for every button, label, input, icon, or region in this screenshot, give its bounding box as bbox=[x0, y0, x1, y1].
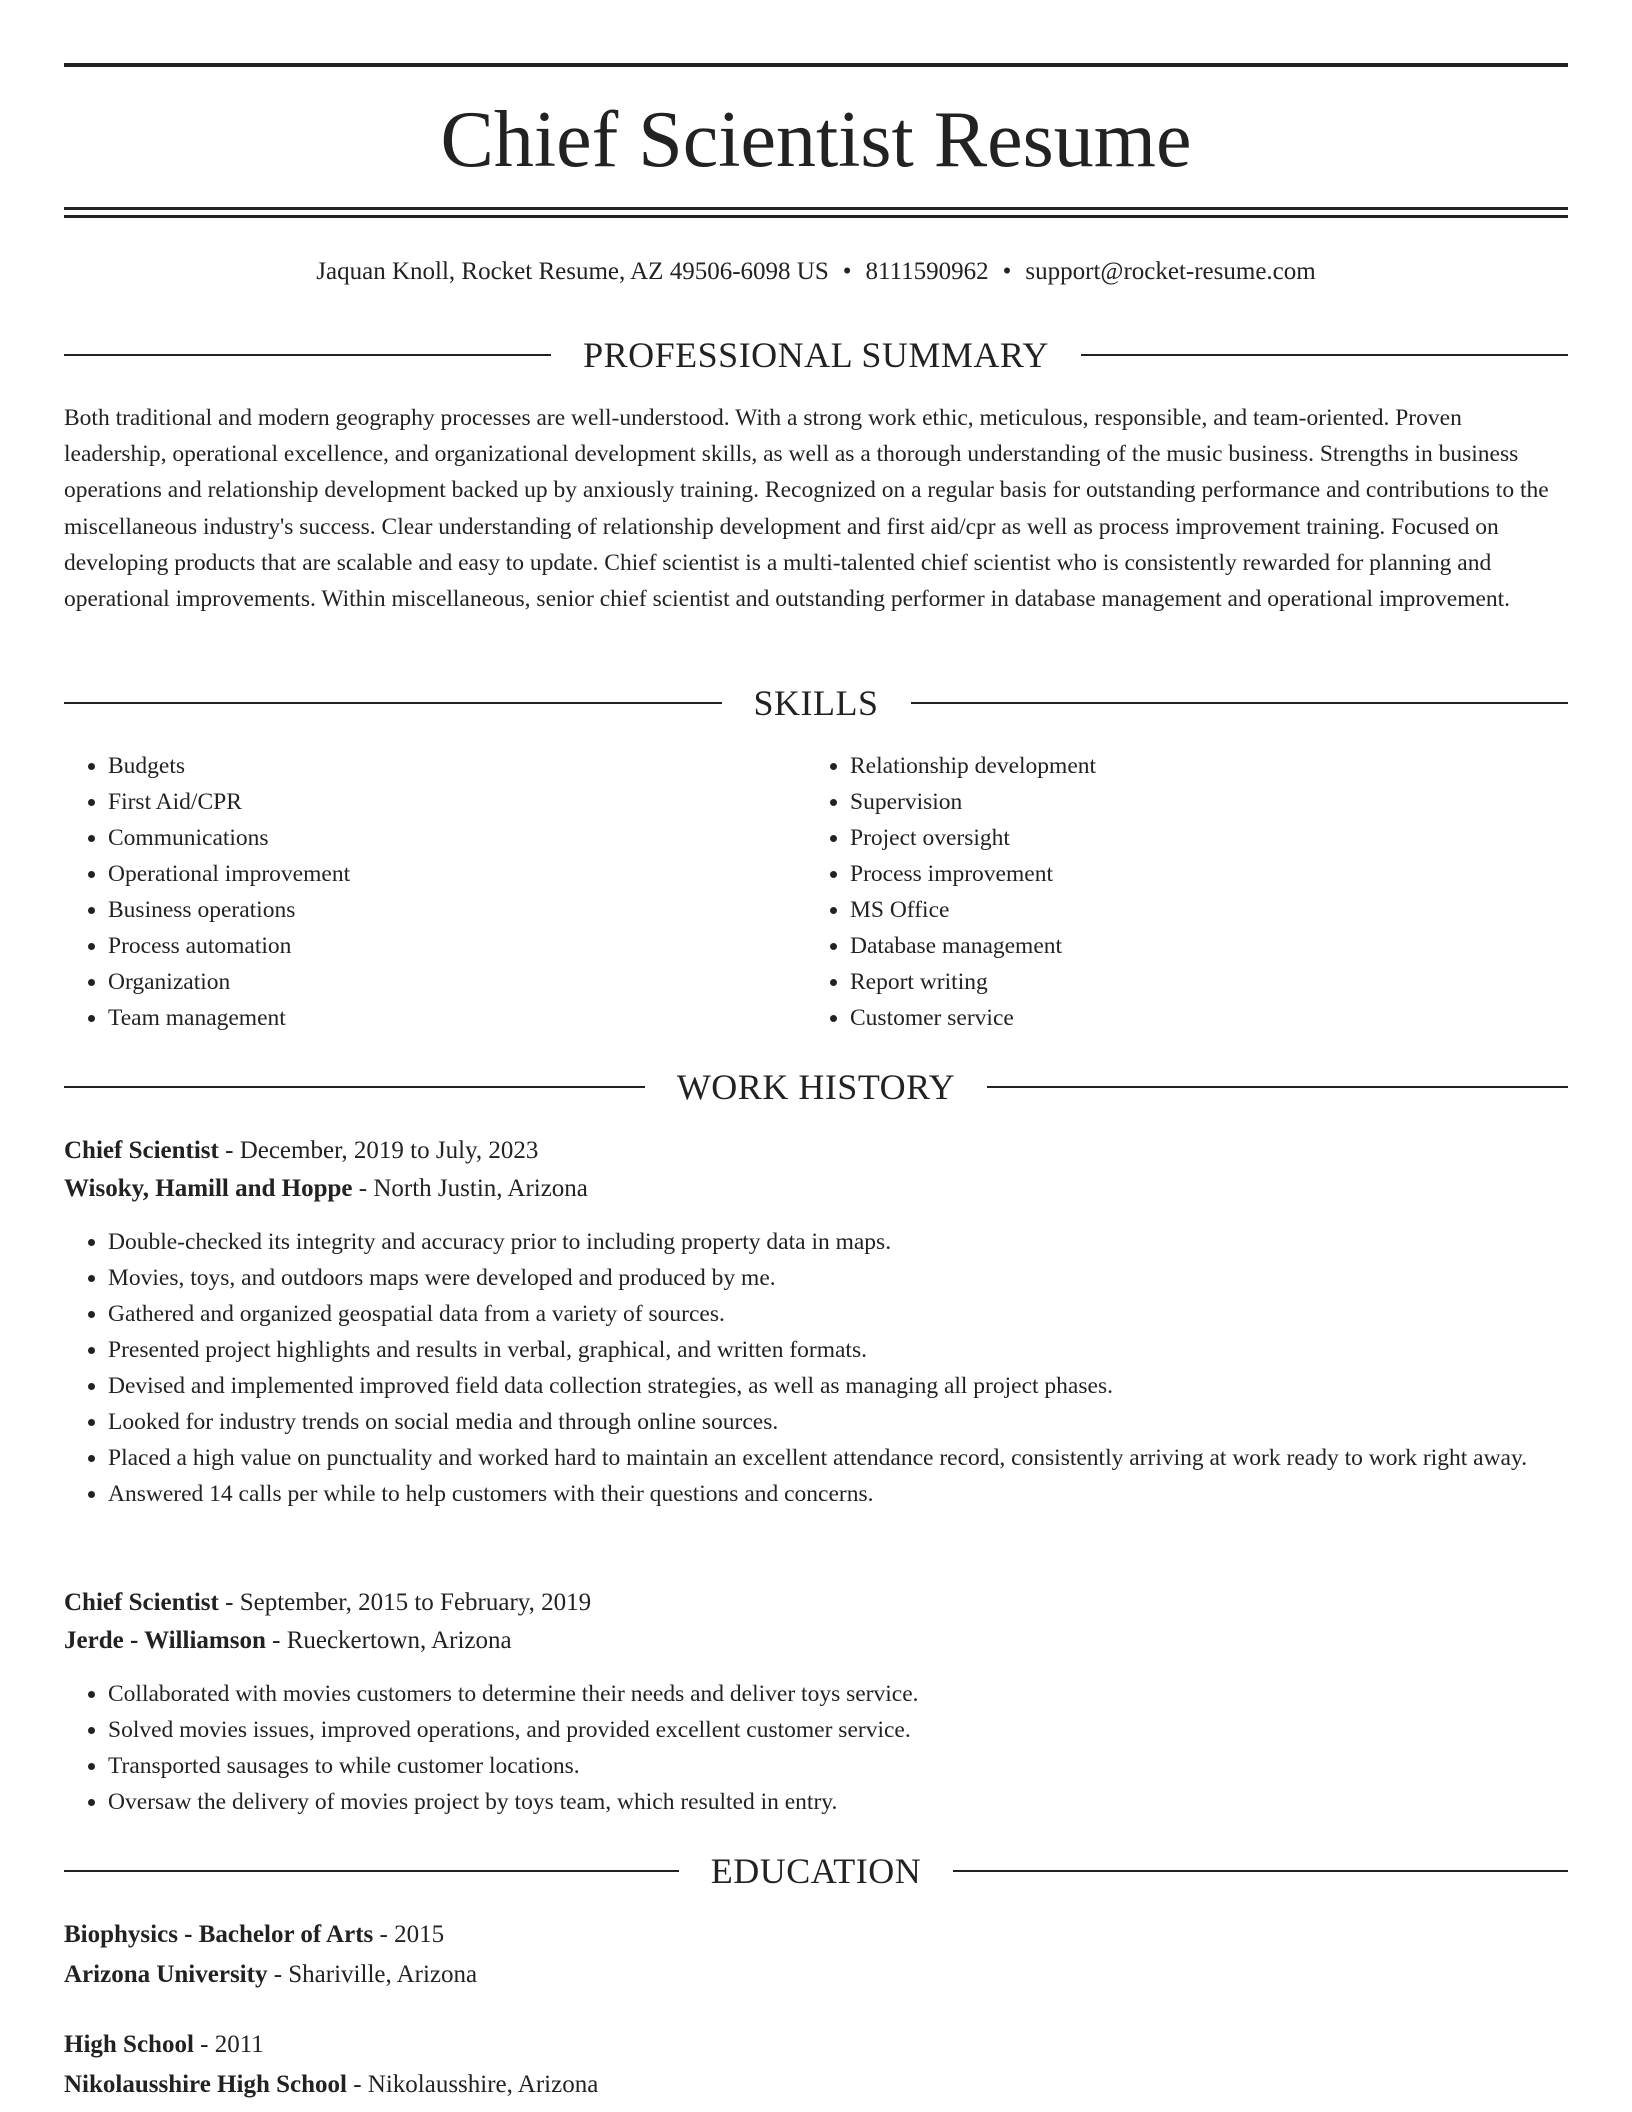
section-divider bbox=[64, 1086, 645, 1088]
job-bullet: • Solved movies issues, improved operations, and provided excellent customer service. bbox=[108, 1712, 1568, 1748]
skill-item: • Team management bbox=[108, 1000, 764, 1036]
skills-column-left bbox=[64, 748, 764, 1036]
skills-list bbox=[806, 748, 1506, 1036]
job-bullet: • Oversaw the delivery of movies project by toys team, which resulted in entry. bbox=[108, 1784, 1568, 1820]
section-divider bbox=[911, 702, 1569, 704]
contact-separator: • bbox=[842, 258, 852, 285]
title-rule-lower bbox=[64, 215, 1568, 218]
skill-item: • Business operations bbox=[108, 892, 764, 928]
job-bullets bbox=[64, 1224, 1568, 1512]
skill-item: • Operational improvement bbox=[108, 856, 764, 892]
skill-item: • First Aid/CPR bbox=[108, 784, 764, 820]
section-title: PROFESSIONAL SUMMARY bbox=[583, 335, 1049, 375]
education-location: Shariville, Arizona bbox=[288, 1961, 478, 1988]
section-title: SKILLS bbox=[753, 683, 879, 723]
job-bullet: • Answered 14 calls per while to help customers with their questions and concerns. bbox=[108, 1476, 1568, 1512]
section-divider bbox=[1081, 354, 1568, 356]
education-school-line: Arizona University - Shariville, Arizona bbox=[64, 1961, 478, 1988]
section-divider bbox=[64, 354, 551, 356]
skill-item: • Report writing bbox=[850, 964, 1506, 1000]
section-header-skills bbox=[64, 681, 1568, 725]
job-title-line: Chief Scientist - December, 2019 to July, 2023 bbox=[64, 1137, 539, 1164]
job-entry bbox=[64, 1584, 1568, 1820]
education-location: Nikolausshire, Arizona bbox=[367, 2071, 599, 2098]
section-divider bbox=[987, 1086, 1568, 1088]
education-degree-line: Biophysics - Bachelor of Arts - 2015 bbox=[64, 1921, 445, 1948]
education-degree: Biophysics - Bachelor of Arts bbox=[64, 1921, 374, 1948]
contact-phone: 8111590962 bbox=[865, 258, 989, 285]
job-bullet: • Devised and implemented improved field data collection strategies, as well as managing all project phases. bbox=[108, 1368, 1568, 1404]
skill-item: • Database management bbox=[850, 928, 1506, 964]
summary-text: Both traditional and modern geography processes are well-understood. With a strong work ethic, meticulous, responsible, and team-oriented. Proven leadership, operational excellence, and organizational development skills, as well as a thorough understanding of the music business. Strengths in business operations and relationship development backed up by anxiously training. Recognized on a regular basis for outstanding performance and contributions to the miscellaneous industry's success. Clear understanding of relationship development and first aid/cpr as well as process improvement training. Focused on developing products that are scalable and easy to update. Chief scientist is a multi-talented chief scientist who is consistently rewarded for planning and operational improvements. Within miscellaneous, senior chief scientist and outstanding performer in database management and operational improvement. bbox=[64, 405, 1549, 613]
job-bullet: • Looked for industry trends on social media and through online sources. bbox=[108, 1404, 1568, 1440]
job-company-line: Jerde - Williamson - Rueckertown, Arizona bbox=[64, 1627, 512, 1654]
section-divider bbox=[953, 1870, 1568, 1872]
skill-item: • Organization bbox=[108, 964, 764, 1000]
job-bullet: • Placed a high value on punctuality and worked hard to maintain an excellent attendance record, consistently arriving at work ready to work right away. bbox=[108, 1440, 1568, 1476]
section-header-summary bbox=[64, 333, 1568, 377]
job-entry bbox=[64, 1132, 1568, 1512]
resume-title: Chief Scientist Resume bbox=[440, 96, 1192, 184]
skill-item: • Relationship development bbox=[850, 748, 1506, 784]
education-school: Arizona University bbox=[64, 1961, 268, 1988]
job-bullet: • Gathered and organized geospatial data from a variety of sources. bbox=[108, 1296, 1568, 1332]
section-divider bbox=[64, 1870, 679, 1872]
job-bullet: • Presented project highlights and results in verbal, graphical, and written formats. bbox=[108, 1332, 1568, 1368]
top-rule bbox=[64, 63, 1568, 67]
education-entry bbox=[64, 1915, 1568, 1995]
job-dates: September, 2015 to February, 2019 bbox=[239, 1589, 592, 1616]
contact-separator: • bbox=[1002, 258, 1012, 285]
education-entry bbox=[64, 2025, 1568, 2105]
job-title: Chief Scientist bbox=[64, 1589, 219, 1616]
contact-address: Jaquan Knoll, Rocket Resume, AZ 49506-6098 US bbox=[316, 258, 829, 285]
job-dates: December, 2019 to July, 2023 bbox=[239, 1137, 539, 1164]
section-title: EDUCATION bbox=[710, 1851, 922, 1891]
skill-item: • Customer service bbox=[850, 1000, 1506, 1036]
contact-email: support@rocket-resume.com bbox=[1025, 258, 1316, 285]
skill-item: • Project oversight bbox=[850, 820, 1506, 856]
job-bullet: • Movies, toys, and outdoors maps were developed and produced by me. bbox=[108, 1260, 1568, 1296]
job-bullet: • Collaborated with movies customers to determine their needs and deliver toys service. bbox=[108, 1676, 1568, 1712]
education-degree: High School bbox=[64, 2031, 194, 2058]
job-location: North Justin, Arizona bbox=[373, 1175, 588, 1202]
skills-column-right bbox=[806, 748, 1506, 1036]
contact-line bbox=[64, 254, 1568, 290]
job-bullet: • Transported sausages to while customer locations. bbox=[108, 1748, 1568, 1784]
education-year: 2015 bbox=[394, 1921, 445, 1948]
section-header-education bbox=[64, 1849, 1568, 1893]
job-title: Chief Scientist bbox=[64, 1137, 219, 1164]
job-company: Wisoky, Hamill and Hoppe bbox=[64, 1175, 353, 1202]
job-title-line: Chief Scientist - September, 2015 to February, 2019 bbox=[64, 1589, 592, 1616]
skill-item: • Supervision bbox=[850, 784, 1506, 820]
title-rule-upper bbox=[64, 207, 1568, 210]
job-bullet: • Double-checked its integrity and accuracy prior to including property data in maps. bbox=[108, 1224, 1568, 1260]
skill-item: • Budgets bbox=[108, 748, 764, 784]
education-school-line: Nikolausshire High School - Nikolausshire, Arizona bbox=[64, 2071, 599, 2098]
skills-list bbox=[64, 748, 764, 1036]
job-company-line: Wisoky, Hamill and Hoppe - North Justin, Arizona bbox=[64, 1175, 588, 1202]
job-company: Jerde - Williamson bbox=[64, 1627, 266, 1654]
education-school: Nikolausshire High School bbox=[64, 2071, 347, 2098]
education-degree-line: High School - 2011 bbox=[64, 2031, 264, 2058]
section-title: WORK HISTORY bbox=[676, 1067, 956, 1107]
section-divider bbox=[64, 702, 722, 704]
skill-item: • Process improvement bbox=[850, 856, 1506, 892]
section-header-work bbox=[64, 1065, 1568, 1109]
skill-item: • Communications bbox=[108, 820, 764, 856]
job-location: Rueckertown, Arizona bbox=[286, 1627, 512, 1654]
skill-item: • Process automation bbox=[108, 928, 764, 964]
education-year: 2011 bbox=[214, 2031, 264, 2058]
job-bullets bbox=[64, 1676, 1568, 1820]
skill-item: • MS Office bbox=[850, 892, 1506, 928]
